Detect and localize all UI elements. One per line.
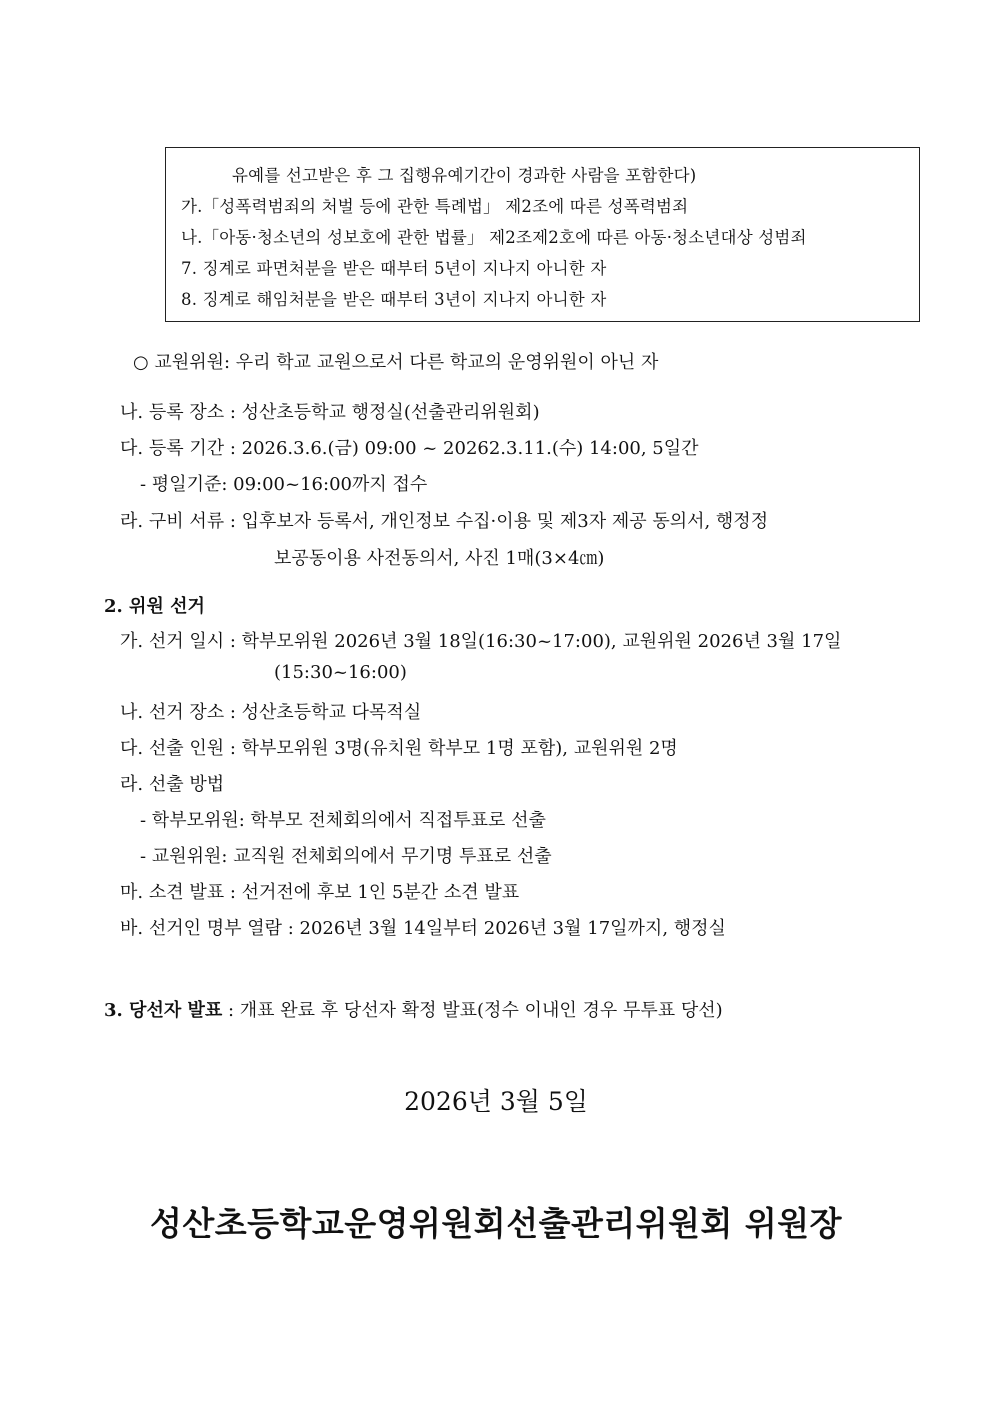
- box-line-2: 가.「성폭력범죄의 처벌 등에 관한 특례법」 제2조에 따른 성폭력범죄: [181, 197, 689, 216]
- announcement-text: : 개표 완료 후 당선자 확정 발표(정수 이내인 경우 무투표 당선): [222, 1000, 723, 1021]
- voter-roster: 바. 선거인 명부 열람 : 2026년 3월 14일부터 2026년 3월 17일까지, 행정실: [120, 918, 726, 939]
- teacher-member-qualification: ○ 교원위원: 우리 학교 교원으로서 다른 학교의 운영위원이 아닌 자: [133, 352, 659, 373]
- required-documents-continued: 보공동이용 사전동의서, 사진 1매(3×4㎝): [274, 548, 605, 569]
- election-method-parent: - 학부모위원: 학부모 전체회의에서 직접투표로 선출: [140, 810, 546, 831]
- election-place: 나. 선거 장소 : 성산초등학교 다목적실: [120, 702, 422, 723]
- document-date: 2026년 3월 5일: [404, 1087, 588, 1116]
- box-line-5: 8. 징계로 해임처분을 받은 때부터 3년이 지나지 아니한 자: [181, 290, 607, 309]
- required-documents: 라. 구비 서류 : 입후보자 등록서, 개인정보 수집·이용 및 제3자 제공 동의서, 행정정: [120, 511, 769, 532]
- signature-title: 성산초등학교운영위원회선출관리위원회 위원장: [150, 1204, 842, 1243]
- election-count: 다. 선출 인원 : 학부모위원 3명(유치원 학부모 1명 포함), 교원위원 2명: [120, 738, 678, 759]
- candidate-speech: 마. 소견 발표 : 선거전에 후보 1인 5분간 소견 발표: [120, 882, 520, 903]
- election-datetime: 가. 선거 일시 : 학부모위원 2026년 3월 18일(16:30~17:00), 교원위원 2026년 3월 17일: [120, 631, 842, 652]
- announcement-label: 3. 당선자 발표: [104, 1000, 223, 1021]
- registration-place: 나. 등록 장소 : 성산초등학교 행정실(선출관리위원회): [120, 402, 540, 423]
- winner-announcement: [104, 996, 723, 1022]
- box-line-4: 7. 징계로 파면처분을 받은 때부터 5년이 지나지 아니한 자: [181, 259, 607, 278]
- election-method-teacher: - 교원위원: 교직원 전체회의에서 무기명 투표로 선출: [140, 846, 552, 867]
- registration-weekday-hours: - 평일기준: 09:00~16:00까지 접수: [140, 474, 428, 495]
- box-line-1: 유예를 선고받은 후 그 집행유예기간이 경과한 사람을 포함한다): [232, 166, 697, 185]
- box-line-3: 나.「아동·청소년의 성보호에 관한 법률」 제2조제2호에 따른 아동·청소년대상 성범죄: [181, 228, 807, 247]
- election-method: 라. 선출 방법: [120, 774, 225, 795]
- registration-period: 다. 등록 기간 : 2026.3.6.(금) 09:00 ~ 20262.3.11.(수) 14:00, 5일간: [120, 438, 699, 459]
- election-heading: 2. 위원 선거: [104, 596, 205, 617]
- election-datetime-continued: (15:30~16:00): [274, 662, 407, 683]
